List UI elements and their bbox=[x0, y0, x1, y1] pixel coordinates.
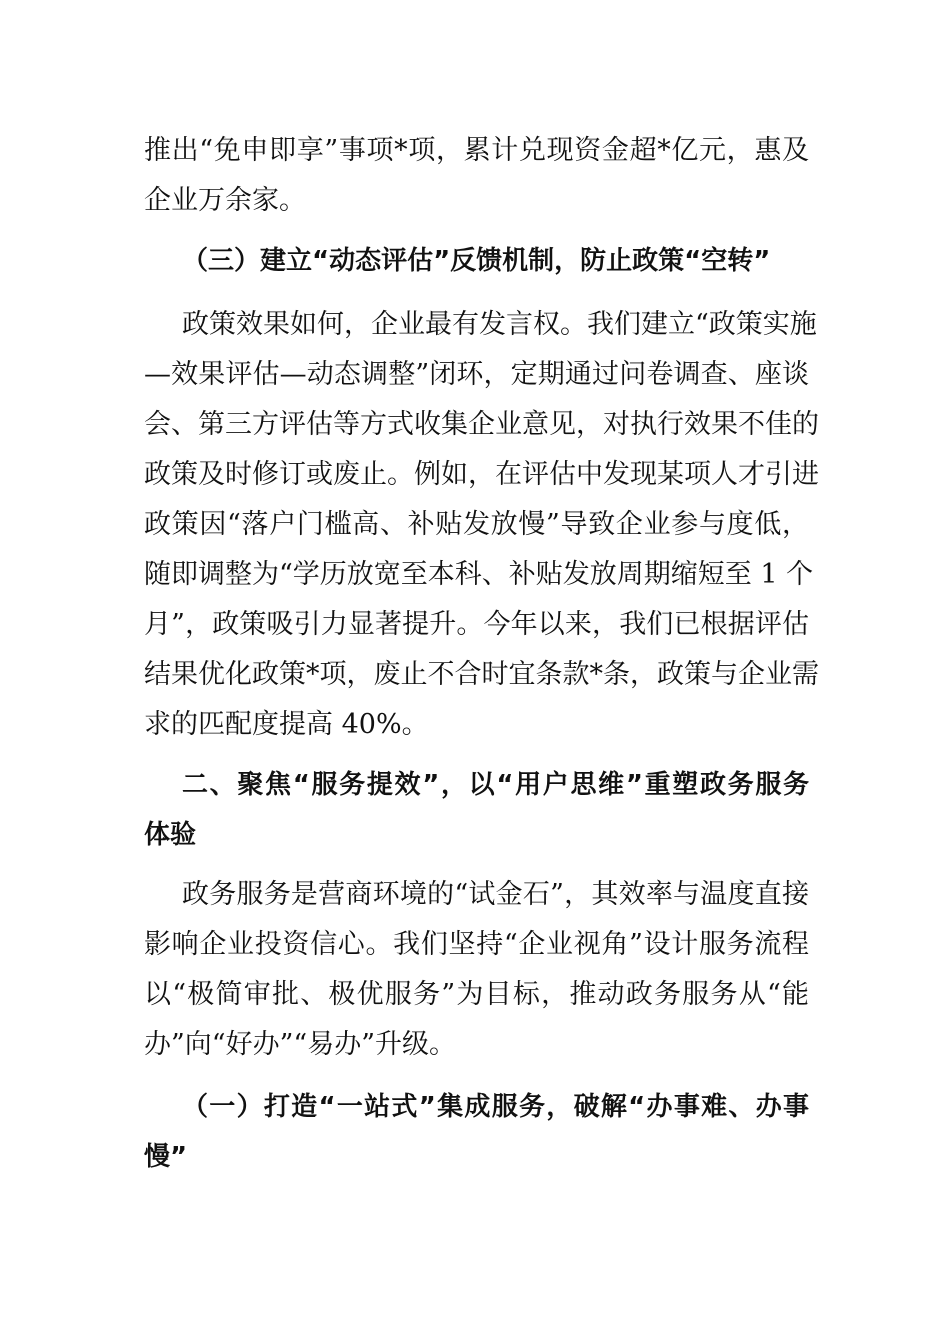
heading-line: （三）建立“动态评估”反馈机制，防止政策“空转” bbox=[182, 246, 771, 276]
text-line: 企业万余家。 bbox=[144, 185, 306, 216]
text-line: 政策因“落户门槛高、补贴发放慢”导致企业参与度低， bbox=[144, 509, 809, 540]
text-line: 随即调整为“学历放宽至本科、补贴发放周期缩短至 1 个 bbox=[144, 559, 814, 590]
heading-line: 二、聚焦“服务提效”，以“用户思维”重塑政务服务 bbox=[182, 770, 809, 800]
text-line: 推出“免申即享”事项*项，累计兑现资金超*亿元，惠及 bbox=[144, 135, 809, 166]
text-line: 会、第三方评估等方式收集企业意见，对执行效果不佳的 bbox=[144, 409, 819, 440]
heading-line: 体验 bbox=[144, 820, 197, 850]
text-line: 月”，政策吸引力显著提升。今年以来，我们已根据评估 bbox=[144, 609, 809, 640]
text-line: 政策效果如何，企业最有发言权。我们建立“政策实施 bbox=[182, 309, 817, 340]
heading-line: 慢” bbox=[144, 1142, 188, 1172]
text-line: 结果优化政策*项，废止不合时宜条款*条，政策与企业需 bbox=[144, 659, 819, 690]
text-line: 影响企业投资信心。我们坚持“企业视角”设计服务流程 bbox=[144, 929, 809, 960]
text-line: 以“极简审批、极优服务”为目标，推动政务服务从“能 bbox=[144, 979, 809, 1010]
text-line: 政务服务是营商环境的“试金石”，其效率与温度直接 bbox=[182, 879, 809, 910]
text-line: —效果评估—动态调整”闭环，定期通过问卷调查、座谈 bbox=[144, 359, 809, 390]
text-line: 办”向“好办”“易办”升级。 bbox=[144, 1029, 457, 1060]
text-line: 求的匹配度提高 40%。 bbox=[144, 709, 429, 740]
heading-line: （一）打造“一站式”集成服务，破解“办事难、办事 bbox=[182, 1092, 809, 1122]
text-line: 政策及时修订或废止。例如，在评估中发现某项人才引进 bbox=[144, 459, 819, 490]
